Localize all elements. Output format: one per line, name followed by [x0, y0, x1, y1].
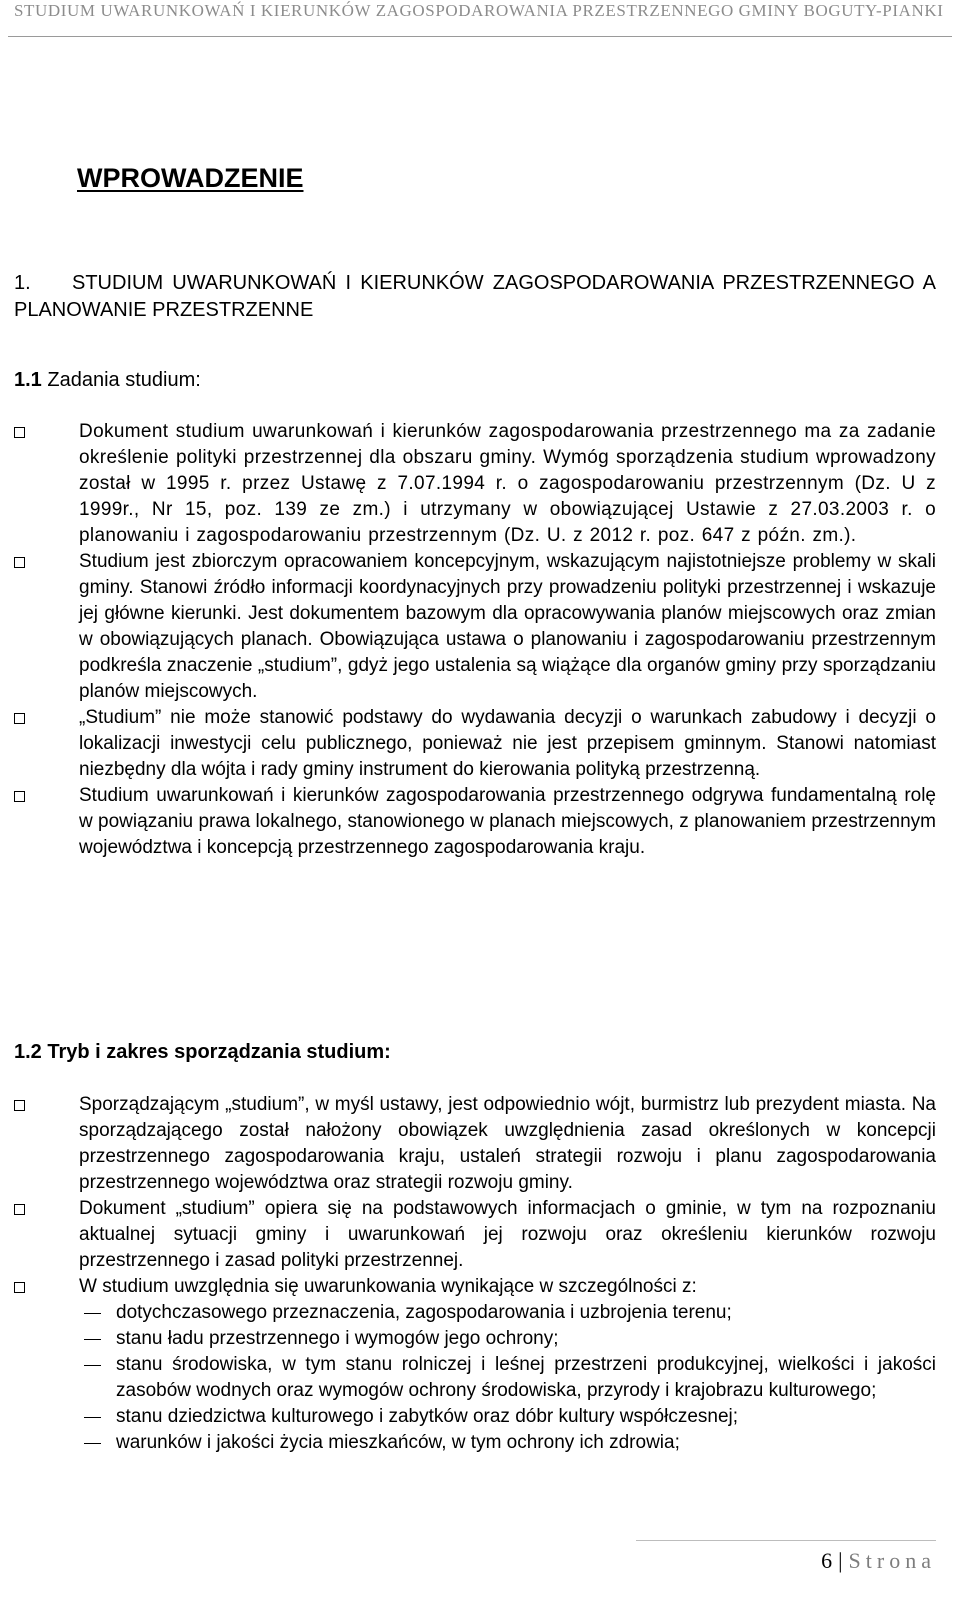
- dash-list-item: [79, 1430, 936, 1456]
- section-1-1-number: 1.1: [14, 369, 42, 391]
- dash-item-text: warunków i jakości życia mieszkańców, w tym ochrony ich zdrowia;: [116, 1432, 680, 1453]
- checkbox-bullet-icon: [14, 557, 25, 568]
- checkbox-bullet-icon: [14, 791, 25, 802]
- page-footer: [636, 1540, 936, 1573]
- page-header: [0, 0, 960, 44]
- section-1-1-heading: [14, 367, 201, 394]
- list-item-text: Dokument „studium” opiera się na podstawowych informacjach o gminie, w tym na rozpoznaniu aktualnej sytuacji gminy i uwarunkowań jej rozwoju oraz określeniu kierunków rozwoju przestrzennego i zasad polityki przestrzennej.: [79, 1198, 936, 1271]
- list-item: [14, 1092, 936, 1196]
- list-item-text: „Studium” nie może stanowić podstawy do wydawania decyzji o warunkach zabudowy i decyzji o lokalizacji inwestycji celu publicznego, ponieważ nie jest przepisem gminnym. Stanowi natomiast niezbędny dla wójta i rady gminy instrument do kierowania polityką przestrzenną.: [79, 707, 936, 780]
- dash-bullet-icon: [84, 1417, 101, 1418]
- list-item-text: Studium jest zbiorczym opracowaniem koncepcyjnym, wskazującym najistotniejsze problemy w skali gminy. Stanowi źródło informacji koordynacyjnych przy prowadzeniu polityki przestrzennej i wskazuje jej główne kierunki. Jest dokumentem bazowym dla opracowywania planów miejscowych oraz zmian w obowiązujących planach. Obowiązująca ustawa o planowaniu i zagospodarowaniu przestrzennym podkreśla znaczenie „studium”, gdyż jego ustalenia są wiążące dla organów gminy przy sporządzaniu planów miejscowych.: [79, 551, 936, 702]
- dash-bullet-icon: [84, 1365, 101, 1366]
- list-item-text: W studium uwzględnia się uwarunkowania wynikające w szczególności z:: [79, 1276, 697, 1297]
- dash-list-item: [79, 1300, 936, 1326]
- header-divider: [8, 36, 952, 37]
- checkbox-bullet-icon: [14, 1204, 25, 1215]
- dash-list-item: [79, 1352, 936, 1404]
- section-1-1-list: [14, 419, 936, 861]
- dash-list-item: [79, 1404, 936, 1430]
- dash-item-text: dotychczasowego przeznaczenia, zagospodarowania i uzbrojenia terenu;: [116, 1302, 732, 1323]
- checkbox-bullet-icon: [14, 427, 25, 438]
- checkbox-bullet-icon: [14, 713, 25, 724]
- running-title: STUDIUM UWARUNKOWAŃ I KIERUNKÓW ZAGOSPODAROWANIA PRZESTRZENNEGO GMINY BOGUTY-PIANKI: [14, 1, 944, 20]
- section-1-2-title: Tryb i zakres sporządzania studium:: [47, 1041, 391, 1063]
- dash-list-item: [79, 1326, 936, 1352]
- footer-separator: |: [838, 1548, 843, 1573]
- section-1-title: STUDIUM UWARUNKOWAŃ I KIERUNKÓW ZAGOSPODAROWANIA PRZESTRZENNEGO A PLANOWANIE PRZESTRZENNE: [14, 272, 936, 321]
- dash-bullet-icon: [84, 1339, 101, 1340]
- intro-heading: WPROWADZENIE: [77, 163, 304, 193]
- list-item: [14, 549, 936, 705]
- section-1-heading: [14, 270, 936, 324]
- dash-item-text: stanu ładu przestrzennego i wymogów jego ochrony;: [116, 1328, 559, 1349]
- section-1-2-number: 1.2: [14, 1041, 42, 1063]
- list-item: [14, 783, 936, 861]
- page-word: Strona: [848, 1548, 936, 1573]
- footer-divider: [636, 1540, 936, 1541]
- dash-bullet-icon: [84, 1443, 101, 1444]
- list-item: [14, 705, 936, 783]
- page-number-label: [821, 1548, 936, 1574]
- section-1-2-heading: [14, 1039, 391, 1066]
- conditions-dash-list: [79, 1300, 936, 1456]
- checkbox-bullet-icon: [14, 1100, 25, 1111]
- page-number: 6: [821, 1548, 833, 1573]
- section-1-1-title: Zadania studium:: [47, 369, 201, 391]
- list-item: [14, 1196, 936, 1274]
- section-1-number: 1.: [14, 272, 31, 294]
- list-item-text: Studium uwarunkowań i kierunków zagospodarowania przestrzennego odgrywa fundamentalną rolę w powiązaniu prawa lokalnego, stanowionego w planach miejscowych, z planowaniem przestrzennym województwa i koncepcją przestrzennego zagospodarowania kraju.: [79, 785, 936, 858]
- dash-bullet-icon: [84, 1313, 101, 1314]
- list-item-text: Sporządzającym „studium”, w myśl ustawy, jest odpowiednio wójt, burmistrz lub prezydent miasta. Na sporządzającego został nałożony obowiązek uwzględnienia zasad określonych w koncepcji przestrzennego zagospodarowania kraju, ustaleń strategii rozwoju i planu zagospodarowania przestrzennego województwa oraz strategii rozwoju gminy.: [79, 1094, 936, 1193]
- dash-item-text: stanu środowiska, w tym stanu rolniczej i leśnej przestrzeni produkcyjnej, wielkości i jakości zasobów wodnych oraz wymogów ochrony środowiska, przyrody i krajobrazu kulturowego;: [116, 1354, 936, 1401]
- list-item: [14, 419, 936, 549]
- list-item-text: Dokument studium uwarunkowań i kierunków zagospodarowania przestrzennego ma za zadanie określenie polityki przestrzennej dla obszaru gminy. Wymóg sporządzenia studium wprowadzony został w 1995 r. przez Ustawę z 7.07.1994 r. o zagospodarowaniu przestrzennym (Dz. U z 1999r., Nr 15, poz. 139 ze zm.) i utrzymany w obowiązującej Ustawie z 27.03.2003 r. o planowaniu i zagospodarowaniu przestrzennym (Dz. U. z 2012 r. poz. 647 z późn. zm.).: [79, 421, 936, 546]
- list-item: [14, 1274, 936, 1456]
- section-1-2-list: [14, 1092, 936, 1456]
- dash-item-text: stanu dziedzictwa kulturowego i zabytków oraz dóbr kultury współczesnej;: [116, 1406, 739, 1427]
- checkbox-bullet-icon: [14, 1282, 25, 1293]
